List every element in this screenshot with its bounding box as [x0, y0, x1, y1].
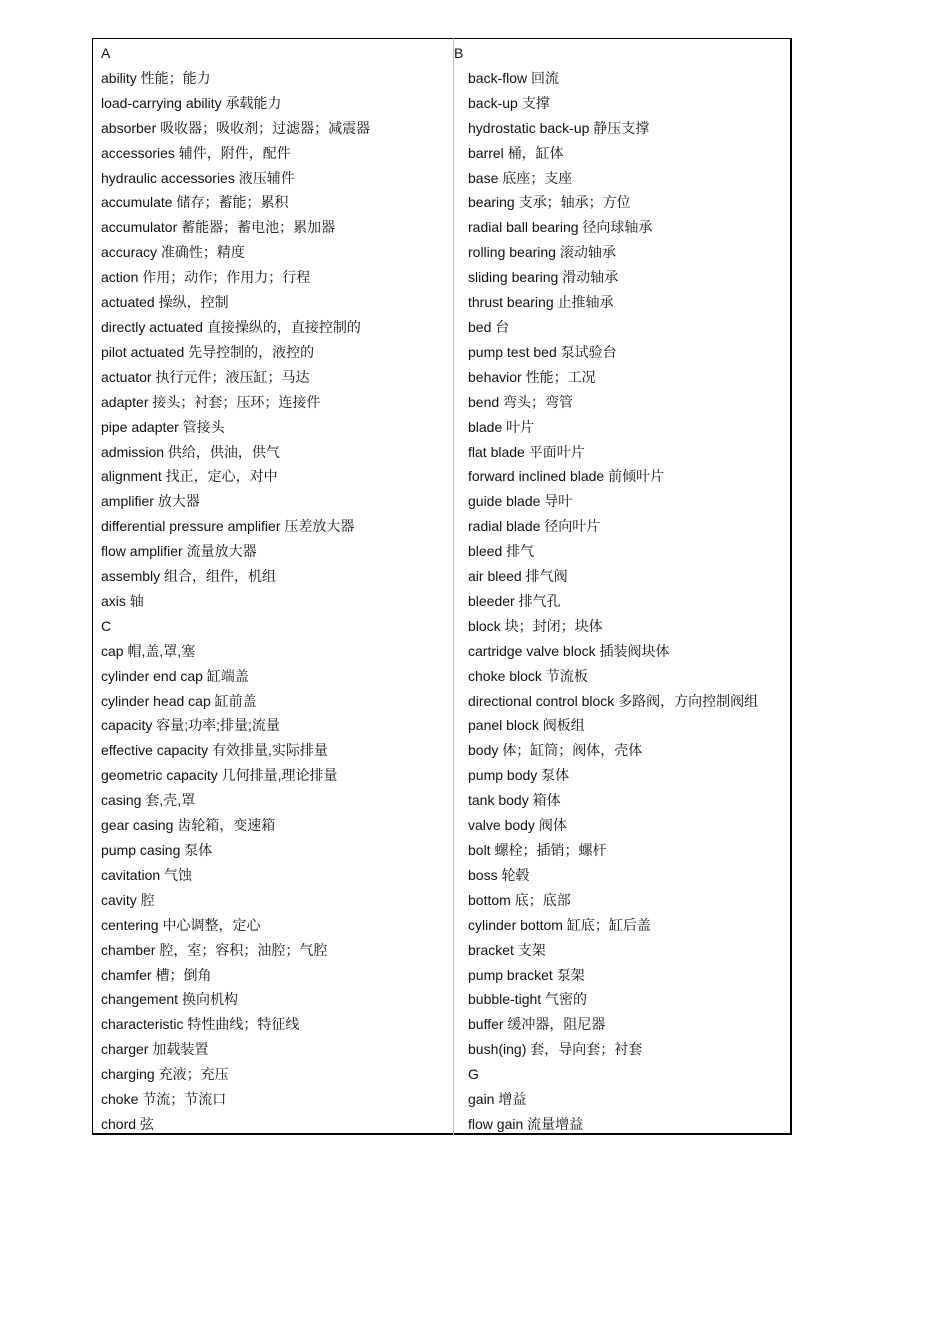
glossary-entry: back-up 支撑 [468, 94, 550, 111]
glossary-entry: absorber 吸收器；吸收剂；过滤器；减震器 [101, 119, 371, 136]
glossary-entry: cap 帽,盖,罩,塞 [101, 642, 196, 659]
glossary-entry: base 底座；支座 [468, 169, 573, 186]
glossary-entry: admission 供给，供油，供气 [101, 443, 280, 460]
glossary-entry: buffer 缓冲器，阻尼器 [468, 1016, 606, 1033]
glossary-entry: ability 性能；能力 [101, 69, 211, 86]
glossary-entry: sliding bearing 滑动轴承 [468, 269, 619, 286]
glossary-entry: barrel 桶，缸体 [468, 144, 564, 161]
glossary-entry: characteristic 特性曲线；特征线 [101, 1016, 300, 1033]
glossary-entry: charging 充液；充压 [101, 1066, 229, 1083]
glossary-entry: hydrostatic back-up 静压支撑 [468, 119, 650, 136]
glossary-entry: assembly 组合，组件，机组 [101, 568, 277, 585]
glossary-entry: forward inclined blade 前倾叶片 [468, 468, 665, 485]
glossary-entry: rolling bearing 滚动轴承 [468, 244, 616, 261]
glossary-entry: bolt 螺栓；插销；螺杆 [468, 842, 607, 858]
glossary-entry: cylinder end cap 缸端盖 [101, 667, 249, 684]
glossary-entry: action 作用；动作；作用力；行程 [101, 269, 311, 286]
glossary-entry: cylinder bottom 缸底；缸后盖 [468, 916, 651, 933]
glossary-entry: pump bracket 泵架 [468, 966, 585, 983]
glossary-entry: A [101, 45, 111, 61]
glossary-entry: behavior 性能；工况 [468, 368, 596, 385]
glossary-entry: radial blade 径向叶片 [468, 518, 601, 535]
glossary-entry: casing 套,壳,罩 [101, 792, 196, 809]
glossary-entry: gear casing 齿轮箱，变速箱 [101, 817, 276, 834]
left-column [101, 41, 370, 1137]
glossary-entry: load-carrying ability 承载能力 [101, 94, 282, 111]
glossary-entry: bracket 支架 [468, 941, 546, 958]
glossary-entry: bend 弯头；弯管 [468, 393, 574, 410]
glossary-entry: bearing 支承；轴承；方位 [468, 194, 631, 211]
glossary-entry: gain 增益 [468, 1091, 527, 1108]
glossary-entry: radial ball bearing 径向球轴承 [468, 219, 653, 236]
glossary-entry: differential pressure amplifier 压差放大器 [101, 518, 355, 535]
glossary-entry: pump test bed 泵试验台 [468, 343, 617, 360]
glossary-entry: axis 轴 [101, 592, 144, 609]
glossary-entry: flat blade 平面叶片 [468, 443, 585, 460]
glossary-entry: directly actuated 直接操纵的，直接控制的 [101, 318, 361, 335]
glossary-entry: back-flow 回流 [468, 69, 560, 86]
glossary-entry: bush(ing) 套，导向套；衬套 [468, 1041, 643, 1058]
column-divider [453, 38, 454, 1135]
glossary-entry: amplifier 放大器 [101, 493, 200, 510]
glossary-entry: bed 台 [468, 318, 510, 335]
glossary-entry: flow amplifier 流量放大器 [101, 543, 257, 560]
glossary-entry: body 体；缸筒；阀体，壳体 [468, 742, 643, 759]
glossary-entry: block 块；封闭；块体 [468, 617, 603, 634]
glossary-entry: panel block 阀板组 [468, 717, 585, 734]
glossary-entry: choke 节流；节流口 [101, 1091, 227, 1108]
glossary-entry: pump casing 泵体 [101, 842, 213, 858]
glossary-entry: accumulate 储存；蓄能；累积 [101, 194, 289, 211]
glossary-entry: pilot actuated 先导控制的，液控的 [101, 343, 315, 360]
glossary-entry: directional control block 多路阀，方向控制阀组 [468, 692, 759, 709]
glossary-entry: cylinder head cap 缸前盖 [101, 692, 257, 709]
glossary-entry: adapter 接头；衬套；压环；连接件 [101, 393, 321, 410]
glossary-entry: thrust bearing 止推轴承 [468, 294, 614, 311]
glossary-entry: actuator 执行元件；液压缸；马达 [101, 368, 310, 385]
glossary-entry: bottom 底；底部 [468, 891, 571, 908]
glossary-entry: blade 叶片 [468, 418, 535, 435]
section-header-b: B [454, 45, 464, 61]
glossary-entry: pipe adapter 管接头 [101, 418, 225, 435]
glossary-entry: effective capacity 有效排量,实际排量 [101, 742, 328, 759]
glossary-entry: changement 换向机构 [101, 991, 238, 1008]
right-column [468, 66, 758, 1137]
glossary-entry: capacity 容量;功率;排量;流量 [101, 717, 280, 734]
glossary-entry: bubble-tight 气密的 [468, 991, 588, 1008]
glossary-entry: charger 加载装置 [101, 1041, 209, 1058]
glossary-entry: cartridge valve block 插装阀块体 [468, 642, 670, 659]
glossary-entry: C [101, 617, 112, 634]
glossary-entry: pump body 泵体 [468, 767, 570, 784]
glossary-entry: cavitation 气蚀 [101, 866, 193, 883]
glossary-entry: centering 中心调整，定心 [101, 916, 261, 933]
glossary-entry: chamfer 槽；倒角 [101, 966, 212, 983]
glossary-entry: accumulator 蓄能器；蓄电池；累加器 [101, 219, 336, 236]
glossary-entry: cavity 腔 [101, 891, 155, 908]
glossary-entry: boss 轮毂 [468, 866, 530, 883]
glossary-entry: chord 弦 [101, 1115, 154, 1132]
glossary-entry: accuracy 准确性；精度 [101, 244, 245, 261]
glossary-entry: actuated 操纵，控制 [101, 294, 229, 311]
glossary-entry: accessories 辅件，附件，配件 [101, 144, 291, 161]
glossary-entry: air bleed 排气阀 [468, 568, 568, 585]
glossary-entry: alignment 找正，定心，对中 [101, 468, 278, 485]
glossary-entry: choke block 节流板 [468, 667, 588, 684]
glossary-entry: G [468, 1066, 479, 1083]
glossary-entry: bleeder 排气孔 [468, 592, 561, 609]
glossary-entry: bleed 排气 [468, 543, 535, 560]
glossary-entry: hydraulic accessories 液压辅件 [101, 169, 295, 186]
glossary-entry: geometric capacity 几何排量,理论排量 [101, 767, 338, 784]
glossary-entry: tank body 箱体 [468, 792, 561, 809]
glossary-entry: guide blade 导叶 [468, 493, 573, 510]
glossary-entry: valve body 阀体 [468, 817, 567, 834]
glossary-entry: chamber 腔，室；容积；油腔；气腔 [101, 941, 328, 958]
glossary-entry: flow gain 流量增益 [468, 1115, 584, 1132]
